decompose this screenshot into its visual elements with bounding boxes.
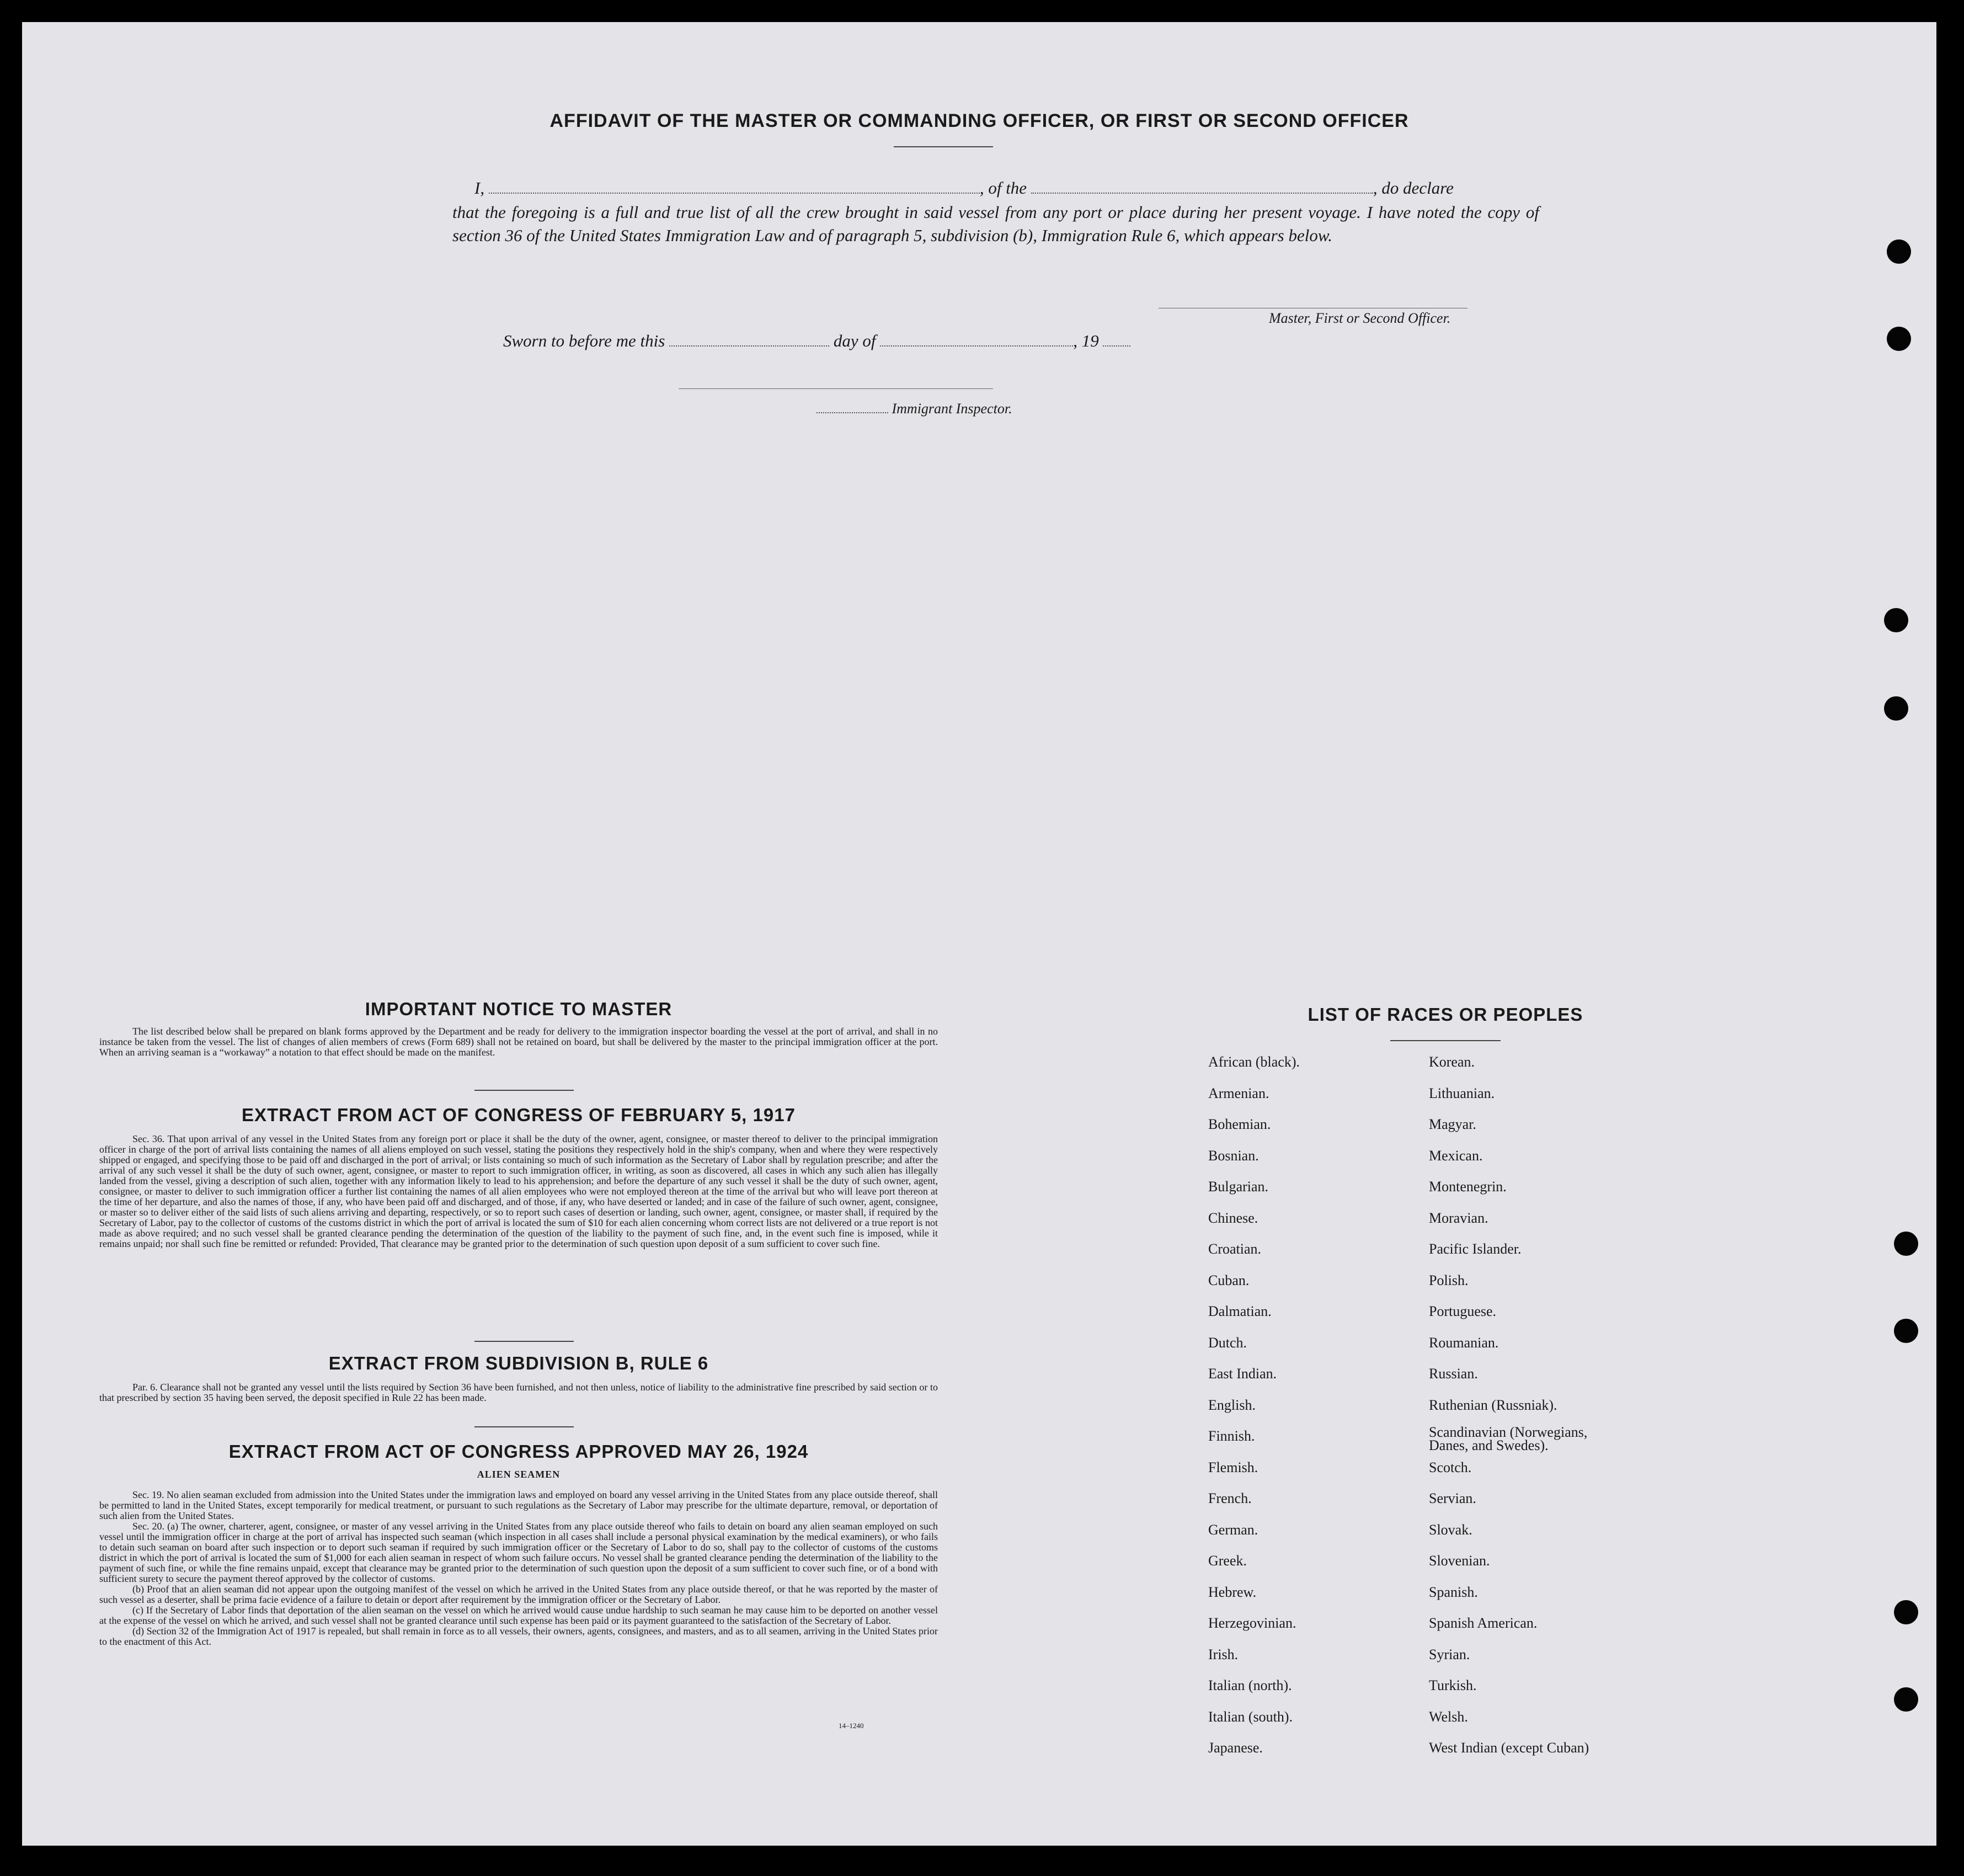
race-item: English. [1208, 1397, 1256, 1413]
race-item: Greek. [1208, 1553, 1247, 1569]
race-item: Lithuanian. [1429, 1085, 1495, 1101]
inspector-label: Immigrant Inspector. [892, 401, 1012, 417]
sec-20b-text: (b) Proof that an alien seaman did not appear upon the outgoing manifest of the vessel on which he arrived in the United States from any place outside thereof, or that he was reported by the master of such vessel as a deserter, shall be prima facie evidence of a failure to detain or deport after requirement by the immigration officer or the Secretary of Labor. [99, 1584, 938, 1605]
form-number: 14–1240 [839, 1722, 864, 1730]
extract-1924-body [99, 1490, 938, 1647]
day-of-text: day of [833, 331, 876, 350]
name-blank[interactable] [489, 191, 980, 194]
extract-1924-title: EXTRACT FROM ACT OF CONGRESS APPROVED MAY 26, 1924 [228, 1441, 809, 1462]
race-item: Russian. [1429, 1366, 1478, 1382]
extract-1917-text: Sec. 36. That upon arrival of any vessel in the United States from any foreign port or place it shall be the duty of the owner, agent, consignee, or master thereof to deliver to the principal immigration officer in charge of the port of arrival lists containing the names of all aliens employed on such vessel, stating the positions they respectively hold in the ship's company, when and where they were respectively shipped or engaged, and specifying those to be paid off and discharged in the port of arrival; or lists containing so much of such information as the Secretary of Labor shall by regulation prescribe; and after the arrival of any such vessel it shall be the duty of such owner, agent, consignee, or master to report to such immigration officer, in writing, as soon as discovered, all cases in which any such alien has illegally landed from the vessel, giving a description of such alien, together with any information likely to lead to his apprehension; and before the departure of any such vessel it shall be the duty of such owner, agent, consignee, or master to deliver to such immigration officer a further list containing the names of all alien employees who were not employed thereon at the time of the arrival but who will leave port thereon at the time of her departure, and also the names of those, if any, who have been paid off and discharged, and of those, if any, who have deserted or landed; and in case of the failure of such owner, agent, consignee, or master so to deliver either of the said lists of such aliens arriving and departing, respectively, or so to report such cases of desertion or landing, such owner, agent, consignee, or master shall, if required by the Secretary of Labor, pay to the collector of customs of the customs district in which the port of arrival is located the sum of $10 for each alien concerning whom correct lists are not delivered or a true report is not made as above required; and no such vessel shall be granted clearance pending the determination of the question of the liability to the payment of such fine, and, in the event such fine is imposed, while it remains unpaid; nor shall such fine be remitted or refunded: Provided, That clearance may be granted prior to the determination of such question upon deposit of a sum sufficient to cover such fine. [99, 1133, 938, 1249]
races-title-underline [1390, 1040, 1501, 1041]
race-item: Scotch. [1429, 1459, 1472, 1475]
section-divider [474, 1090, 574, 1091]
notice-title: IMPORTANT NOTICE TO MASTER [365, 999, 673, 1019]
race-item: Japanese. [1208, 1740, 1263, 1756]
affidavit-title: AFFIDAVIT OF THE MASTER OR COMMANDING OFFICER, OR FIRST OR SECOND OFFICER [549, 110, 1409, 131]
race-item: Bosnian. [1208, 1147, 1259, 1164]
race-item: Slovenian. [1429, 1553, 1490, 1569]
race-item: Spanish. [1429, 1584, 1478, 1600]
punch-hole [1894, 1600, 1918, 1624]
document-page [22, 22, 1936, 1846]
declare-text: , do declare [1373, 178, 1454, 198]
race-item: Italian (north). [1208, 1677, 1292, 1693]
race-item: African (black). [1208, 1054, 1300, 1070]
race-item: East Indian. [1208, 1366, 1277, 1382]
race-item: French. [1208, 1490, 1252, 1506]
race-item: Irish. [1208, 1646, 1239, 1662]
sec-20d-text: (d) Section 32 of the Immigration Act of 1917 is repealed, but shall remain in force as to all vessels, their owners, agents, consignees, and masters, and as to all seamen, arriving in the United States prior to the enactment of this Act. [99, 1625, 938, 1647]
sec-19-text: Sec. 19. No alien seaman excluded from admission into the United States under the immigration laws and employed on board any vessel arriving in the United States from any place outside thereof, shall be permitted to land in the United States, except temporarily for medical treatment, or pursuant to such regulations as the Secretary of Labor may prescribe for the ultimate departure, removal, or deportation of such alien from the United States. [99, 1489, 938, 1521]
race-item: Spanish American. [1429, 1615, 1538, 1631]
race-item: Servian. [1429, 1490, 1476, 1506]
race-item: German. [1208, 1521, 1258, 1538]
race-item: Herzegovinian. [1208, 1615, 1296, 1631]
punch-hole [1894, 1687, 1918, 1712]
section-divider [474, 1341, 574, 1342]
race-item: Montenegrin. [1429, 1179, 1507, 1195]
race-item: Mexican. [1429, 1147, 1483, 1164]
affidavit-declaration [452, 177, 1539, 247]
race-item: Portuguese. [1429, 1303, 1497, 1319]
subdivision-title: EXTRACT FROM SUBDIVISION B, RULE 6 [328, 1353, 709, 1373]
race-item: Cuban. [1208, 1272, 1250, 1288]
race-item: Polish. [1429, 1272, 1469, 1288]
notice-text: The list described below shall be prepared on blank forms approved by the Department and be ready for delivery to the immigration inspector boarding the vessel at the port of arrival, and shall in no instance be taken from the vessel. The list of changes of alien members of crews (Form 689) shall not be retained on board, but shall be delivered by the master to the principal immigration officer at the port. When an arriving seaman is a “workaway” a notation to that effect should be made on the manifest. [99, 1026, 938, 1058]
race-item: Dalmatian. [1208, 1303, 1272, 1319]
race-item: Croatian. [1208, 1241, 1262, 1257]
race-item: Dutch. [1208, 1334, 1247, 1351]
race-item: Italian (south). [1208, 1708, 1293, 1725]
race-item: Chinese. [1208, 1209, 1258, 1226]
pronoun-i: I, [474, 178, 485, 198]
race-item: Finnish. [1208, 1428, 1255, 1444]
race-item: Turkish. [1429, 1677, 1477, 1693]
declaration-line [452, 177, 1539, 200]
race-item: Slovak. [1429, 1521, 1472, 1538]
section-divider [474, 1426, 574, 1427]
vessel-blank[interactable] [1031, 191, 1373, 194]
punch-hole [1887, 327, 1911, 351]
sec-20a-text: Sec. 20. (a) The owner, charterer, agent, consignee, or master of any vessel arriving in the United States from any place outside thereof who fails to detain on board any alien seaman employed on such vessel until the immigration officer in charge at the port of arrival has inspected such seaman (which inspection in all cases shall include a personal physical examination by the medical examiners), or who fails to detain such seaman on board after such inspection or to deport such seaman if required by such immigration officer or the Secretary of Labor to do so, shall pay to the collector of customs of the customs district in which the port of arrival is located the sum of $1,000 for each alien seaman in respect of whom such failure occurs. No vessel shall be granted clearance pending the determination of the liability to the payment of such fine, or while the fine remains unpaid, except that clearance may be granted prior to the determination of such question upon the deposit of a sum sufficient to cover such fine, or of a bond with sufficient surety to secure the payment thereof approved by the collector of customs. [99, 1521, 938, 1584]
sworn-month-blank[interactable] [880, 344, 1073, 347]
inspector-name-blank[interactable] [816, 411, 888, 413]
race-item: Roumanian. [1429, 1334, 1499, 1351]
title-underline [894, 146, 993, 147]
race-item: Bohemian. [1208, 1116, 1271, 1132]
sworn-line [503, 331, 1130, 351]
punch-hole [1894, 1319, 1918, 1343]
punch-hole [1894, 1232, 1918, 1256]
race-item: Flemish. [1208, 1459, 1258, 1475]
sec-20c-text: (c) If the Secretary of Labor finds that deportation of the alien seaman on the vessel on which he arrived would cause undue hardship to such seaman he may cause him to be deported on another vessel at the expense of the vessel on which he arrived, and such vessel shall not be granted clearance until such expense has been paid or its payment guaranteed to the satisfaction of the Secretary of Labor. [99, 1605, 938, 1626]
race-item: Bulgarian. [1208, 1179, 1269, 1195]
punch-hole [1884, 696, 1908, 721]
subdivision-text: Par. 6. Clearance shall not be granted any vessel until the lists required by Section 36 have been furnished, and not then unless, notice of liability to the administrative fine prescribed by said section or to that prescribed by section 35 having been served, the deposit specified in Rule 22 has been made. [99, 1382, 938, 1403]
year-text: , 19 [1073, 331, 1099, 350]
punch-hole [1884, 608, 1908, 632]
race-item: West Indian (except Cuban) [1429, 1740, 1589, 1756]
declaration-body: that the foregoing is a full and true list of all the crew brought in said vessel from any port or place during her present voyage. I have noted the copy of section 36 of the United States Immigration Law and of paragraph 5, subdivision (b), Immigration Rule 6, which appears below. [452, 202, 1539, 245]
race-item: Scandinavian (Norwegians, Danes, and Swedes). [1429, 1424, 1588, 1453]
sworn-day-blank[interactable] [669, 344, 829, 347]
race-item: Ruthenian (Russniak). [1429, 1397, 1557, 1413]
race-item: Moravian. [1429, 1209, 1488, 1226]
race-item: Armenian. [1208, 1085, 1269, 1101]
race-item: Korean. [1429, 1054, 1475, 1070]
of-the-text: , of the [979, 178, 1027, 198]
inspector-signature-line[interactable] [679, 388, 993, 389]
inspector-line [816, 401, 1012, 417]
races-title: LIST OF RACES OR PEOPLES [1307, 1004, 1583, 1025]
sworn-text: Sworn to before me this [503, 331, 665, 350]
race-item: Magyar. [1429, 1116, 1476, 1132]
alien-seamen-subtitle: ALIEN SEAMEN [477, 1469, 561, 1480]
punch-hole [1887, 239, 1911, 264]
race-item: Syrian. [1429, 1646, 1470, 1662]
race-item: Hebrew. [1208, 1584, 1257, 1600]
race-item: Pacific Islander. [1429, 1241, 1522, 1257]
master-signature-label: Master, First or Second Officer. [1269, 310, 1451, 326]
extract-1917-title: EXTRACT FROM ACT OF CONGRESS OF FEBRUARY 5, 1917 [242, 1105, 796, 1125]
sworn-year-blank[interactable] [1103, 344, 1130, 347]
race-item: Welsh. [1429, 1708, 1468, 1725]
